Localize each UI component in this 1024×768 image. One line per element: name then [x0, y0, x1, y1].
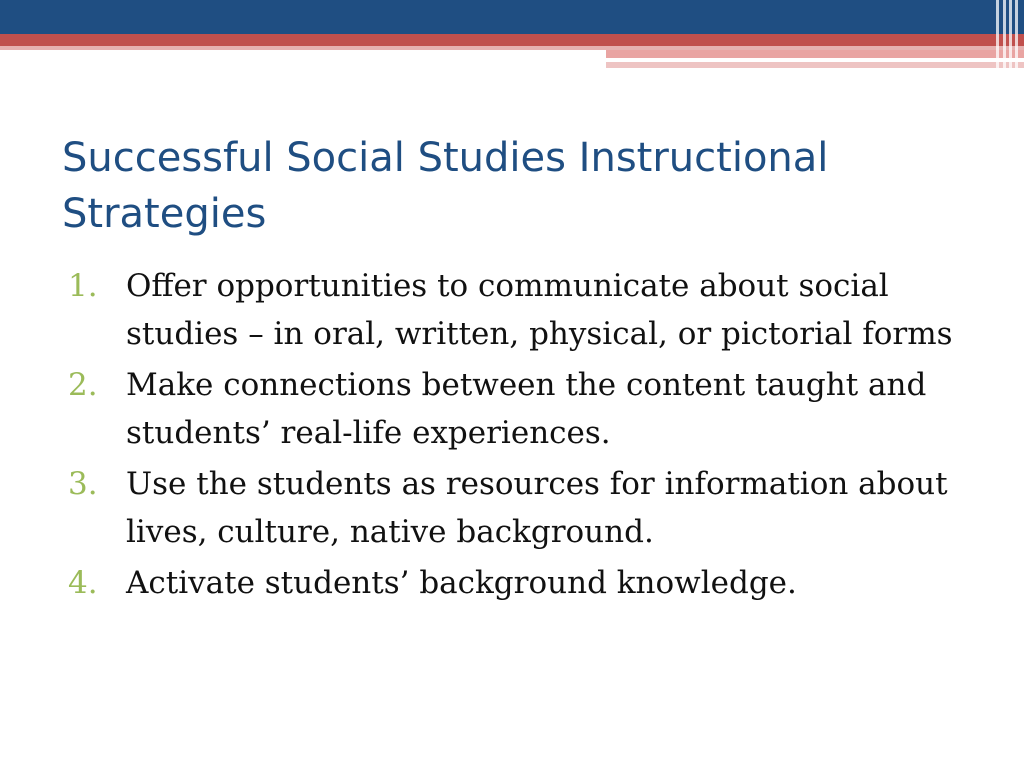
list-item-text: Offer opportunities to communicate about social studies – in oral, written, physical, or pictorial forms [126, 268, 953, 352]
strategy-list [62, 262, 962, 610]
header-stripes [994, 0, 1024, 72]
list-item [62, 460, 962, 556]
list-item-number: 3. [68, 466, 98, 502]
header-pink-step [606, 50, 1024, 58]
list-item-number: 4. [68, 565, 98, 601]
list-item-number: 1. [68, 268, 98, 304]
header-pink-step-lower [606, 62, 1024, 68]
list-item-text: Make connections between the content taught and students’ real-life experiences. [126, 367, 927, 451]
list-item [62, 262, 962, 358]
header-white-line [826, 58, 948, 60]
list-item-text: Use the students as resources for information about lives, culture, native background. [126, 466, 948, 550]
header-blue-band [0, 0, 1024, 34]
slide-title: Successful Social Studies Instructional Strategies [62, 135, 829, 237]
list-item-text: Activate students’ background knowledge. [126, 565, 797, 601]
list-item [62, 361, 962, 457]
list-item-number: 2. [68, 367, 98, 403]
header-red-band [0, 34, 1024, 46]
list-item [62, 559, 962, 607]
